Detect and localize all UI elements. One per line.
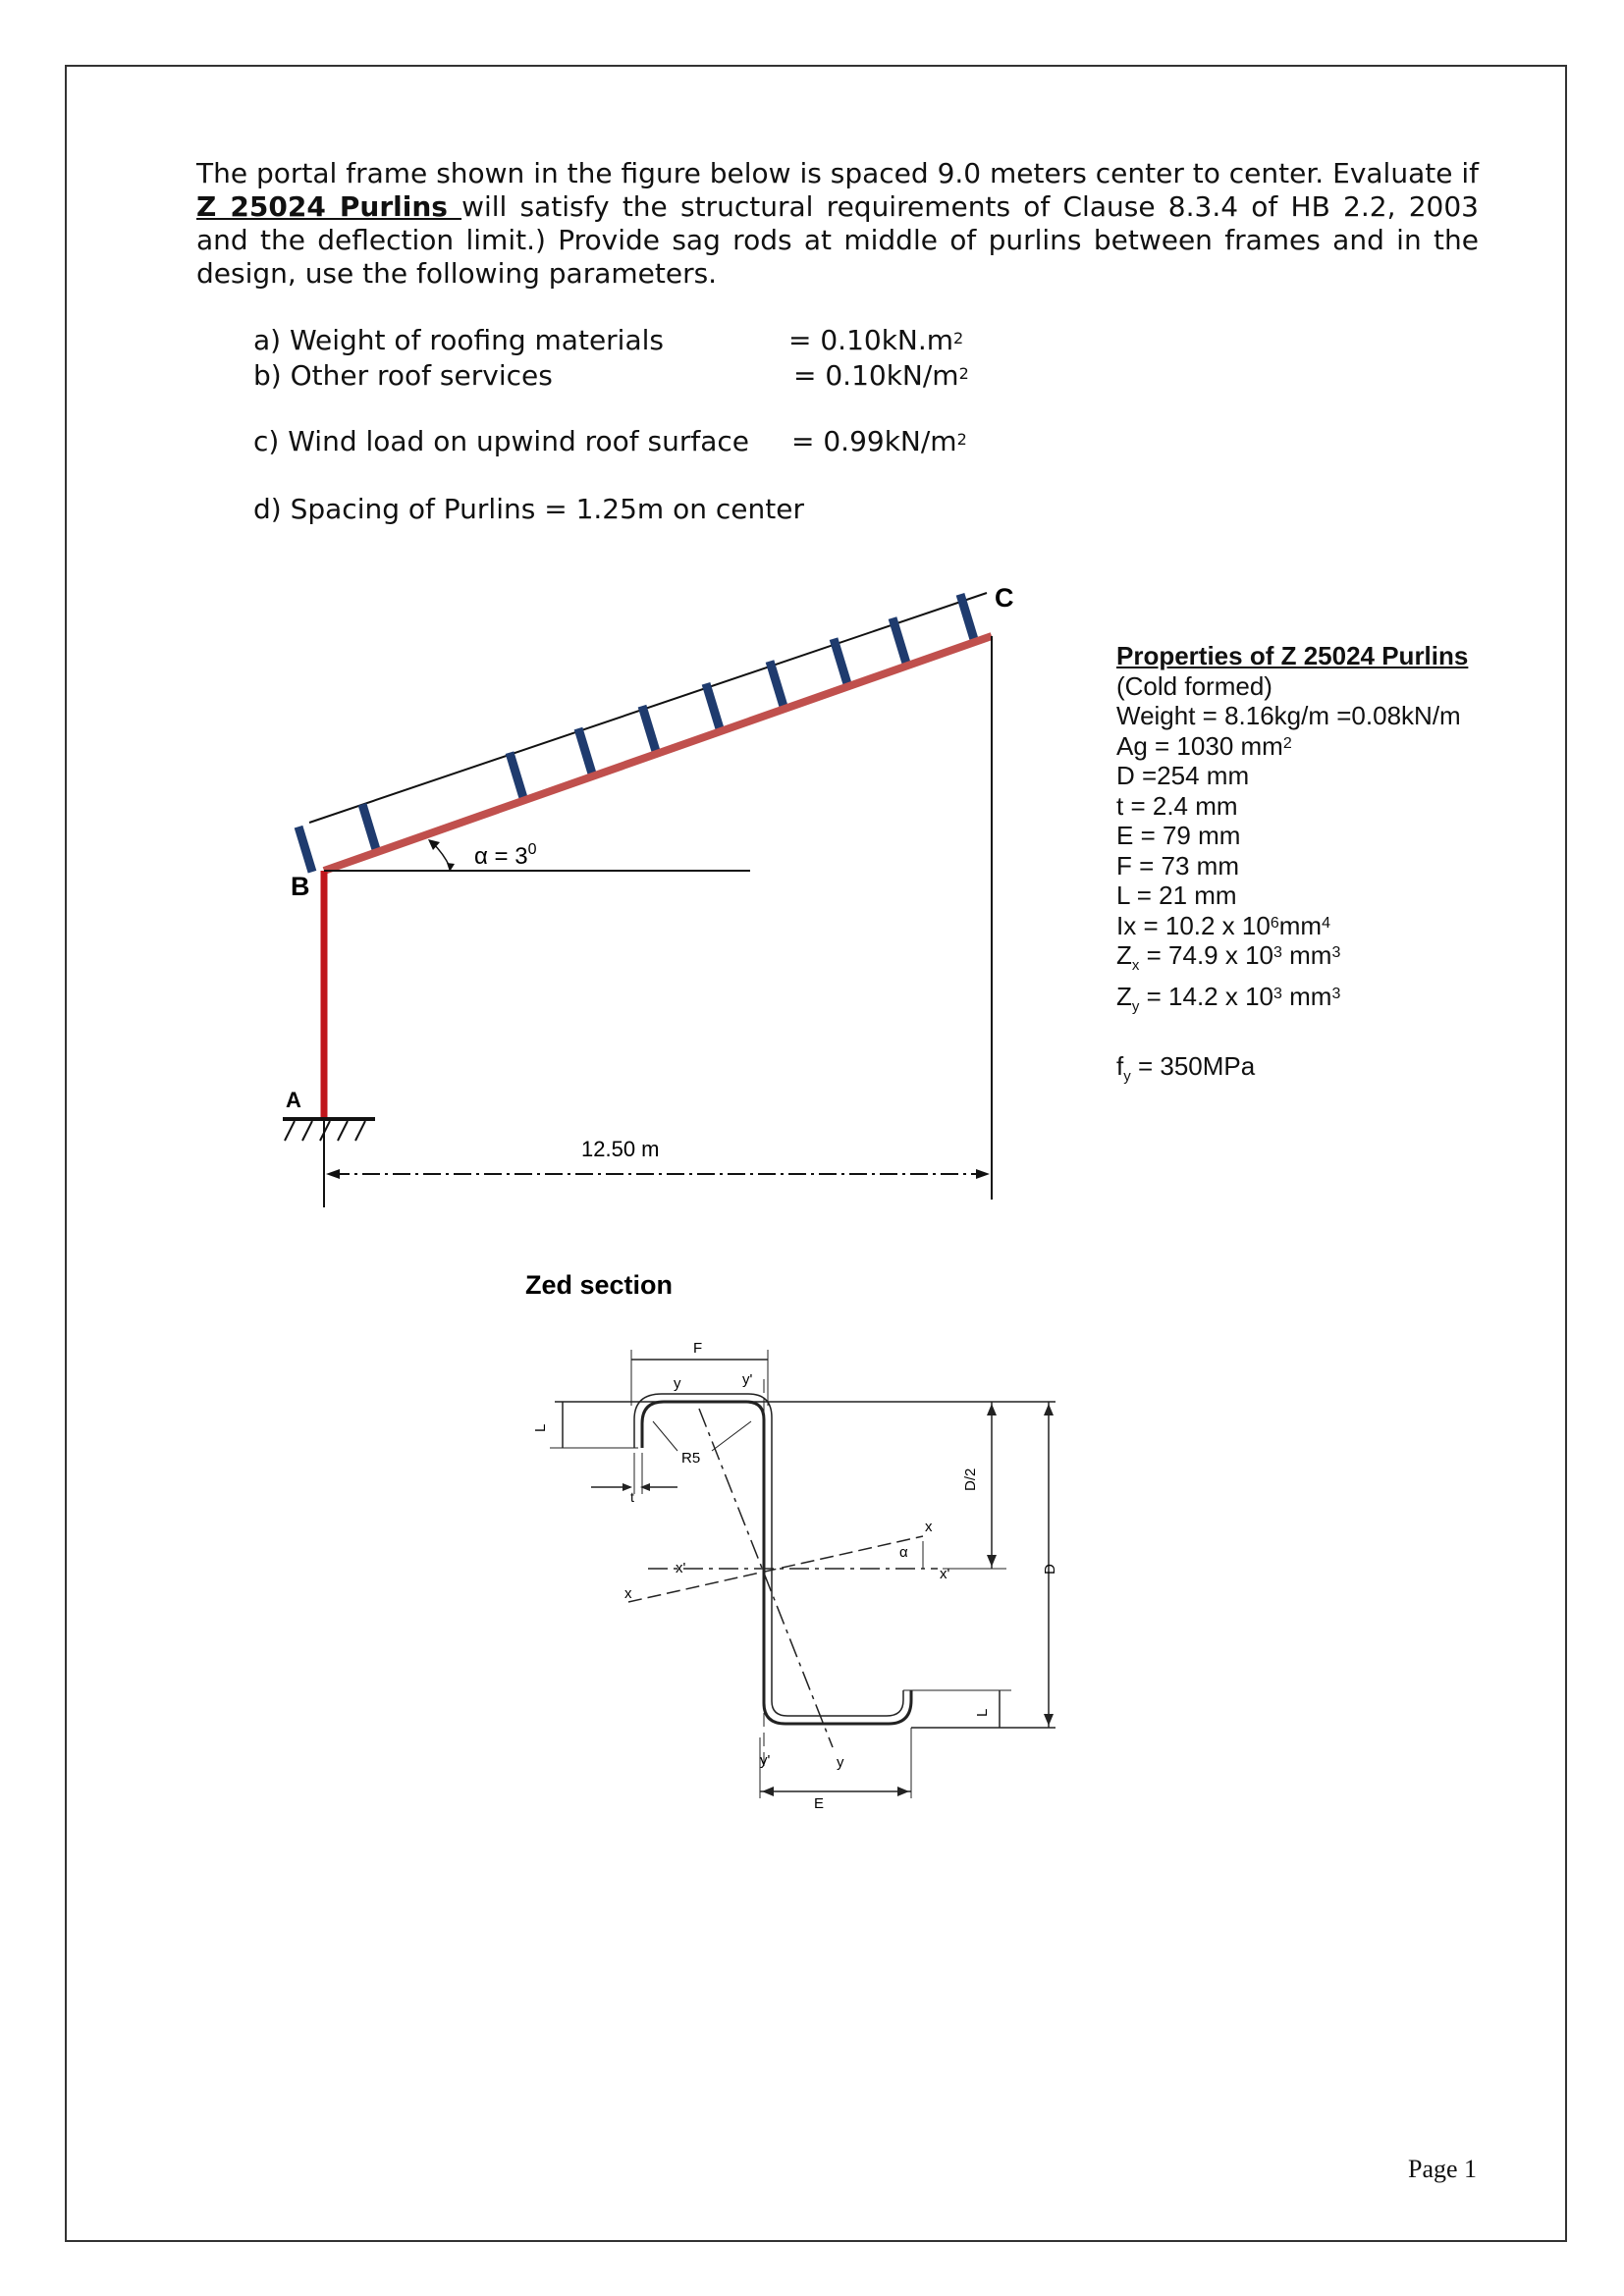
radius-leader [653,1421,677,1451]
radius-leader [712,1421,751,1451]
purlin [893,618,906,664]
property-line: L = 21 mm [1116,881,1237,910]
purlin [960,594,974,639]
purlin-top-line [309,593,987,823]
parameter-value: = $0.10kN/m^2$ [793,359,969,392]
label-f: F [693,1340,703,1357]
parameter-label: d) Spacing of Purlins = 1.25m on center [253,493,804,525]
intro-text-continued: will satisfy the structural requirements of Clause 8.3.4 of HB 2.2, 2003 and the deflection limit.) Provide sag rods at middle of purlins between frames and in the design, use the following parameters. [196,190,1479,290]
parameter-label: c) Wind load on upwind roof surface [253,425,750,457]
point-c-label: C [995,583,1014,613]
label-y-prime: y' [742,1371,753,1388]
purlin [578,728,592,774]
zed-section-title: Zed section [525,1270,674,1300]
purlin [834,639,847,684]
purlin [510,753,523,798]
arrowhead-icon [897,1787,909,1796]
angle-label: $\alpha = 3^0$ [474,841,537,870]
purlin-group [298,594,974,872]
parameter-label: b) Other roof services [253,359,553,392]
purlin [770,662,784,707]
label-y: y [674,1375,681,1392]
label-l-bottom: L [974,1708,991,1717]
label-l-top: L [532,1423,549,1432]
label-x-prime-right: x' [940,1566,950,1582]
property-line: Weight = 8.16kg/m =0.08kN/m [1116,701,1461,730]
point-b-label: B [291,872,310,901]
rafter [324,636,992,871]
arrowhead-right-icon [976,1169,990,1179]
properties-panel [1116,641,1499,1093]
principal-y-axis [699,1409,833,1747]
parameter-label: a) Weight of roofing materials [253,324,664,356]
label-y-bottom: y [837,1754,844,1771]
zed-section-diagram [0,1237,1624,1826]
label-e: E [814,1795,825,1812]
arrowhead-icon [987,1555,997,1567]
arrowhead-left-icon [326,1169,340,1179]
purlin [362,804,376,849]
label-x-right: x [925,1519,933,1535]
label-x-left: x [624,1585,632,1602]
property-line: $Z_x = 74.9$ x $10^3$ $mm^3$ [1116,940,1341,975]
parameter-value: = $0.99kN/m^2$ [791,425,967,457]
arrowhead-icon [1044,1714,1054,1726]
point-a-label: A [286,1088,301,1112]
property-line: F = 73 mm [1116,850,1239,881]
parameter-value: = $0.10kN.m^2$ [788,324,964,356]
property-line: Ix = 10.2 x $10^6mm^4$ [1116,910,1330,940]
arrowhead-icon [987,1404,997,1415]
purlin [706,683,720,728]
property-line: (Cold formed) [1116,670,1272,701]
label-r5: R5 [681,1450,701,1467]
purlin-designation: Z 25024 Purlins [196,190,462,223]
zed-profile-inner [634,1394,903,1716]
label-t: t [630,1489,634,1505]
label-d: D [1042,1564,1058,1575]
arrowhead-icon [762,1787,774,1796]
yield-strength: $f_y = 350MPa$ [1116,1051,1256,1086]
page-number: Page 1 [1408,2155,1478,2183]
property-line: D =254 mm [1116,761,1250,790]
property-line: $Z_y = 14.2$ x $10^3$ $mm^3$ [1116,981,1341,1015]
purlin [298,827,312,872]
span-label: 12.50 m [581,1137,660,1161]
arrowhead-icon [1044,1404,1054,1415]
label-d-half: D/2 [962,1468,979,1491]
property-line: E = 79 mm [1116,821,1241,850]
property-line: t = 2.4 mm [1116,790,1238,821]
property-line: Ag = 1030 $mm^2$ [1116,730,1292,761]
properties-title: Properties of Z 25024 Purlins [1116,641,1469,670]
intro-text: The portal frame shown in the figure below is spaced 9.0 meters center to center. Evaluate if [196,157,1479,189]
label-y-prime-bottom: y' [760,1752,771,1769]
label-x-prime-left: x' [676,1560,686,1576]
label-alpha: α [899,1544,908,1561]
purlin [642,706,656,751]
